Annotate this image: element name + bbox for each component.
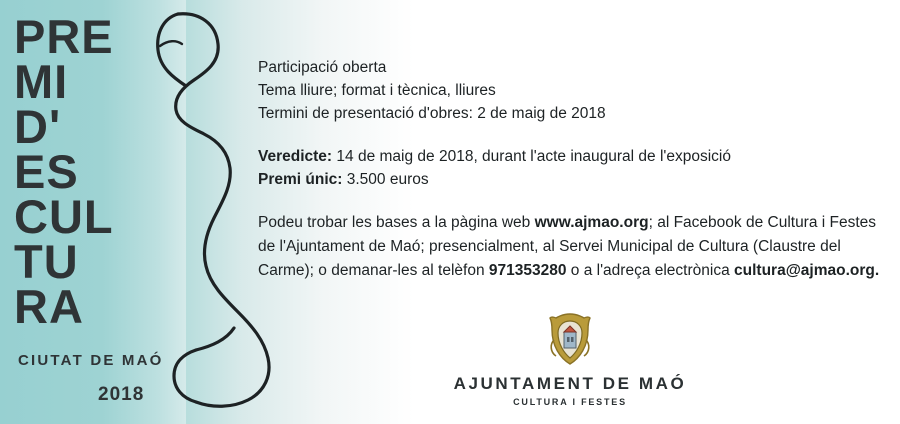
participation-line-1: Participació oberta [258,59,387,76]
contact-text-3: o a l'adreça electrònica [566,262,735,279]
prize-label: Premi únic: [258,171,343,188]
paragraph-verdict-prize [258,145,883,191]
poster-subtitle: CIUTAT DE MAÓ [18,352,164,369]
title-line-4: ES [14,145,79,198]
email-link[interactable]: cultura@ajmao.org [734,262,875,279]
contact-text-4: . [874,262,880,279]
verdict-line [258,145,883,168]
prize-line [258,168,883,191]
institution-department: CULTURA I FESTES [513,397,627,407]
title-line-2: MI [14,55,69,108]
verdict-label: Veredicte: [258,148,333,165]
poster-body-text [258,56,883,283]
title-line-5: CUL [14,190,114,243]
phone-number[interactable]: 971353280 [488,262,567,279]
title-line-3: D' [14,100,62,153]
website-link[interactable]: www.ajmao.org [534,214,649,231]
verdict-value: 14 de maig de 2018, durant l'acte inaugural de l'exposició [332,148,731,165]
paragraph-participation [258,56,883,125]
paragraph-contact [258,211,883,283]
contact-text-2: ; al Facebook de Cultura i Festes de l'Ajuntament de Maó; presencialment, al Servei Municipal de Cultura (Claustre del Carme); o demanar-les al telèfon [258,214,877,279]
poster-year: 2018 [98,384,145,405]
coat-of-arms-icon [544,312,596,368]
institution-logo [440,312,700,407]
contact-text-1: Podeu trobar les bases a la pàgina web [258,214,535,231]
title-line-1: PRE [14,10,114,63]
title-line-6: TU [14,235,79,288]
participation-line-2: Tema lliure; format i tècnica, lliures [258,82,496,99]
institution-name: AJUNTAMENT DE MAÓ [453,374,687,393]
title-line-7: RA [14,280,84,333]
participation-line-3: Termini de presentació d'obres: 2 de maig de 2018 [258,105,606,122]
poster-title [0,10,186,333]
prize-value: 3.500 euros [342,171,429,188]
